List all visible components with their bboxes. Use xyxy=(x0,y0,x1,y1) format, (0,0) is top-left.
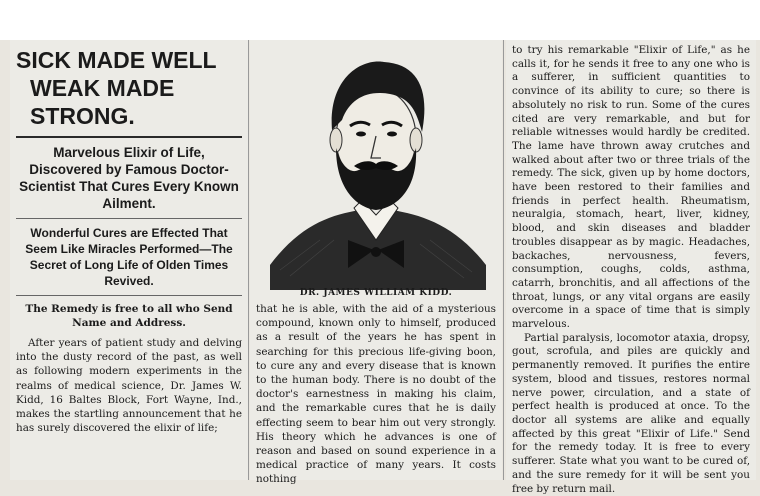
headline xyxy=(16,46,248,130)
middle-column xyxy=(250,40,502,486)
headline-line2: WEAK MADE STRONG. xyxy=(30,75,175,129)
eye-shape xyxy=(387,132,397,137)
column-rule xyxy=(248,40,249,480)
subhead: The Remedy is free to all who Send Name and Address. xyxy=(25,303,233,329)
bowtie-knot xyxy=(371,247,381,257)
eye-shape xyxy=(356,132,366,137)
right-paragraph-1: to try his remarkable "Elixir of Life," as he calls it, for he sends it free to any one who is a sufferer, in sufficient quantities to convince of its ability to cure; so there is absolutely no risk to run. Some of the cures cited are very remarkable, and but for reliable witnesses would hardly be credited. The lame have thrown away crutches and walked about after two or three trials of the remedy. The sick, given up by home doctors, have been restored to their families and friends in perfect health. Rheumatism, neuralgia, stomach, heart, liver, kidney, blood, and skin diseases and bladder troubles disappear as by magic. Headaches, backaches, nervousness, fevers, consumption, coughs, colds, asthma, catarrh, bronchitis, and all affections of the throat, lungs, or any vital organs are easily overcome in a space of time that is simply marvelous. xyxy=(512,44,750,331)
divider xyxy=(16,218,242,219)
ear-shape xyxy=(330,128,342,152)
divider xyxy=(16,295,242,296)
deck-primary: Marvelous Elixir of Life, Discovered by Famous Doctor-Scientist That Cures Every Known Ailment. xyxy=(19,145,239,211)
portrait-caption: DR. JAMES WILLIAM KIDD. xyxy=(299,288,453,298)
right-column xyxy=(506,40,756,495)
column-rule xyxy=(503,40,504,480)
page-top-margin xyxy=(0,0,760,40)
right-paragraph-2: Partial paralysis, locomotor ataxia, dropsy, gout, scrofula, and piles are quickly and permanently removed. It purifies the entire system, blood and tissues, restores normal nerve power, circulation, and a state of perfect health is produced at once. To the doctor all systems are alike and equally affected by this great "Elixir of Life." Send for the remedy today. It is free to every sufferer. State what you want to be cured of, and the sure remedy for it will be sent you free by return mail. xyxy=(512,331,750,495)
left-column xyxy=(10,40,248,480)
middle-paragraph: that he is able, with the aid of a mysterious compound, known only to himself, produced as a result of the years he has spent in searching for this precious life-giving boon, to cure any and every disease that is known to the human body. There is no doubt of the doctor's earnestness in making his claim, and the remarkable cures that he is daily effecting seem to bear him out very strongly. His theory which he advances is one of reason and based on sound experience in a medical practice of many years. It costs nothing xyxy=(256,303,496,486)
portrait-engraving xyxy=(250,40,502,290)
headline-line1: SICK MADE WELL xyxy=(16,47,217,73)
deck-secondary: Wonderful Cures are Effected That Seem Like Miracles Performed—The Secret of Long Life of Olden Times Revived. xyxy=(25,226,233,288)
divider xyxy=(16,136,242,138)
left-paragraph: After years of patient study and delving into the dusty record of the past, as well as following modern experiments in the realms of medical science, Dr. James W. Kidd, 16 Baltes Block, Fort Wayne, Ind., makes the startling announcement that he has surely discovered the elixir of life; xyxy=(16,337,242,435)
portrait-illustration xyxy=(250,40,502,295)
